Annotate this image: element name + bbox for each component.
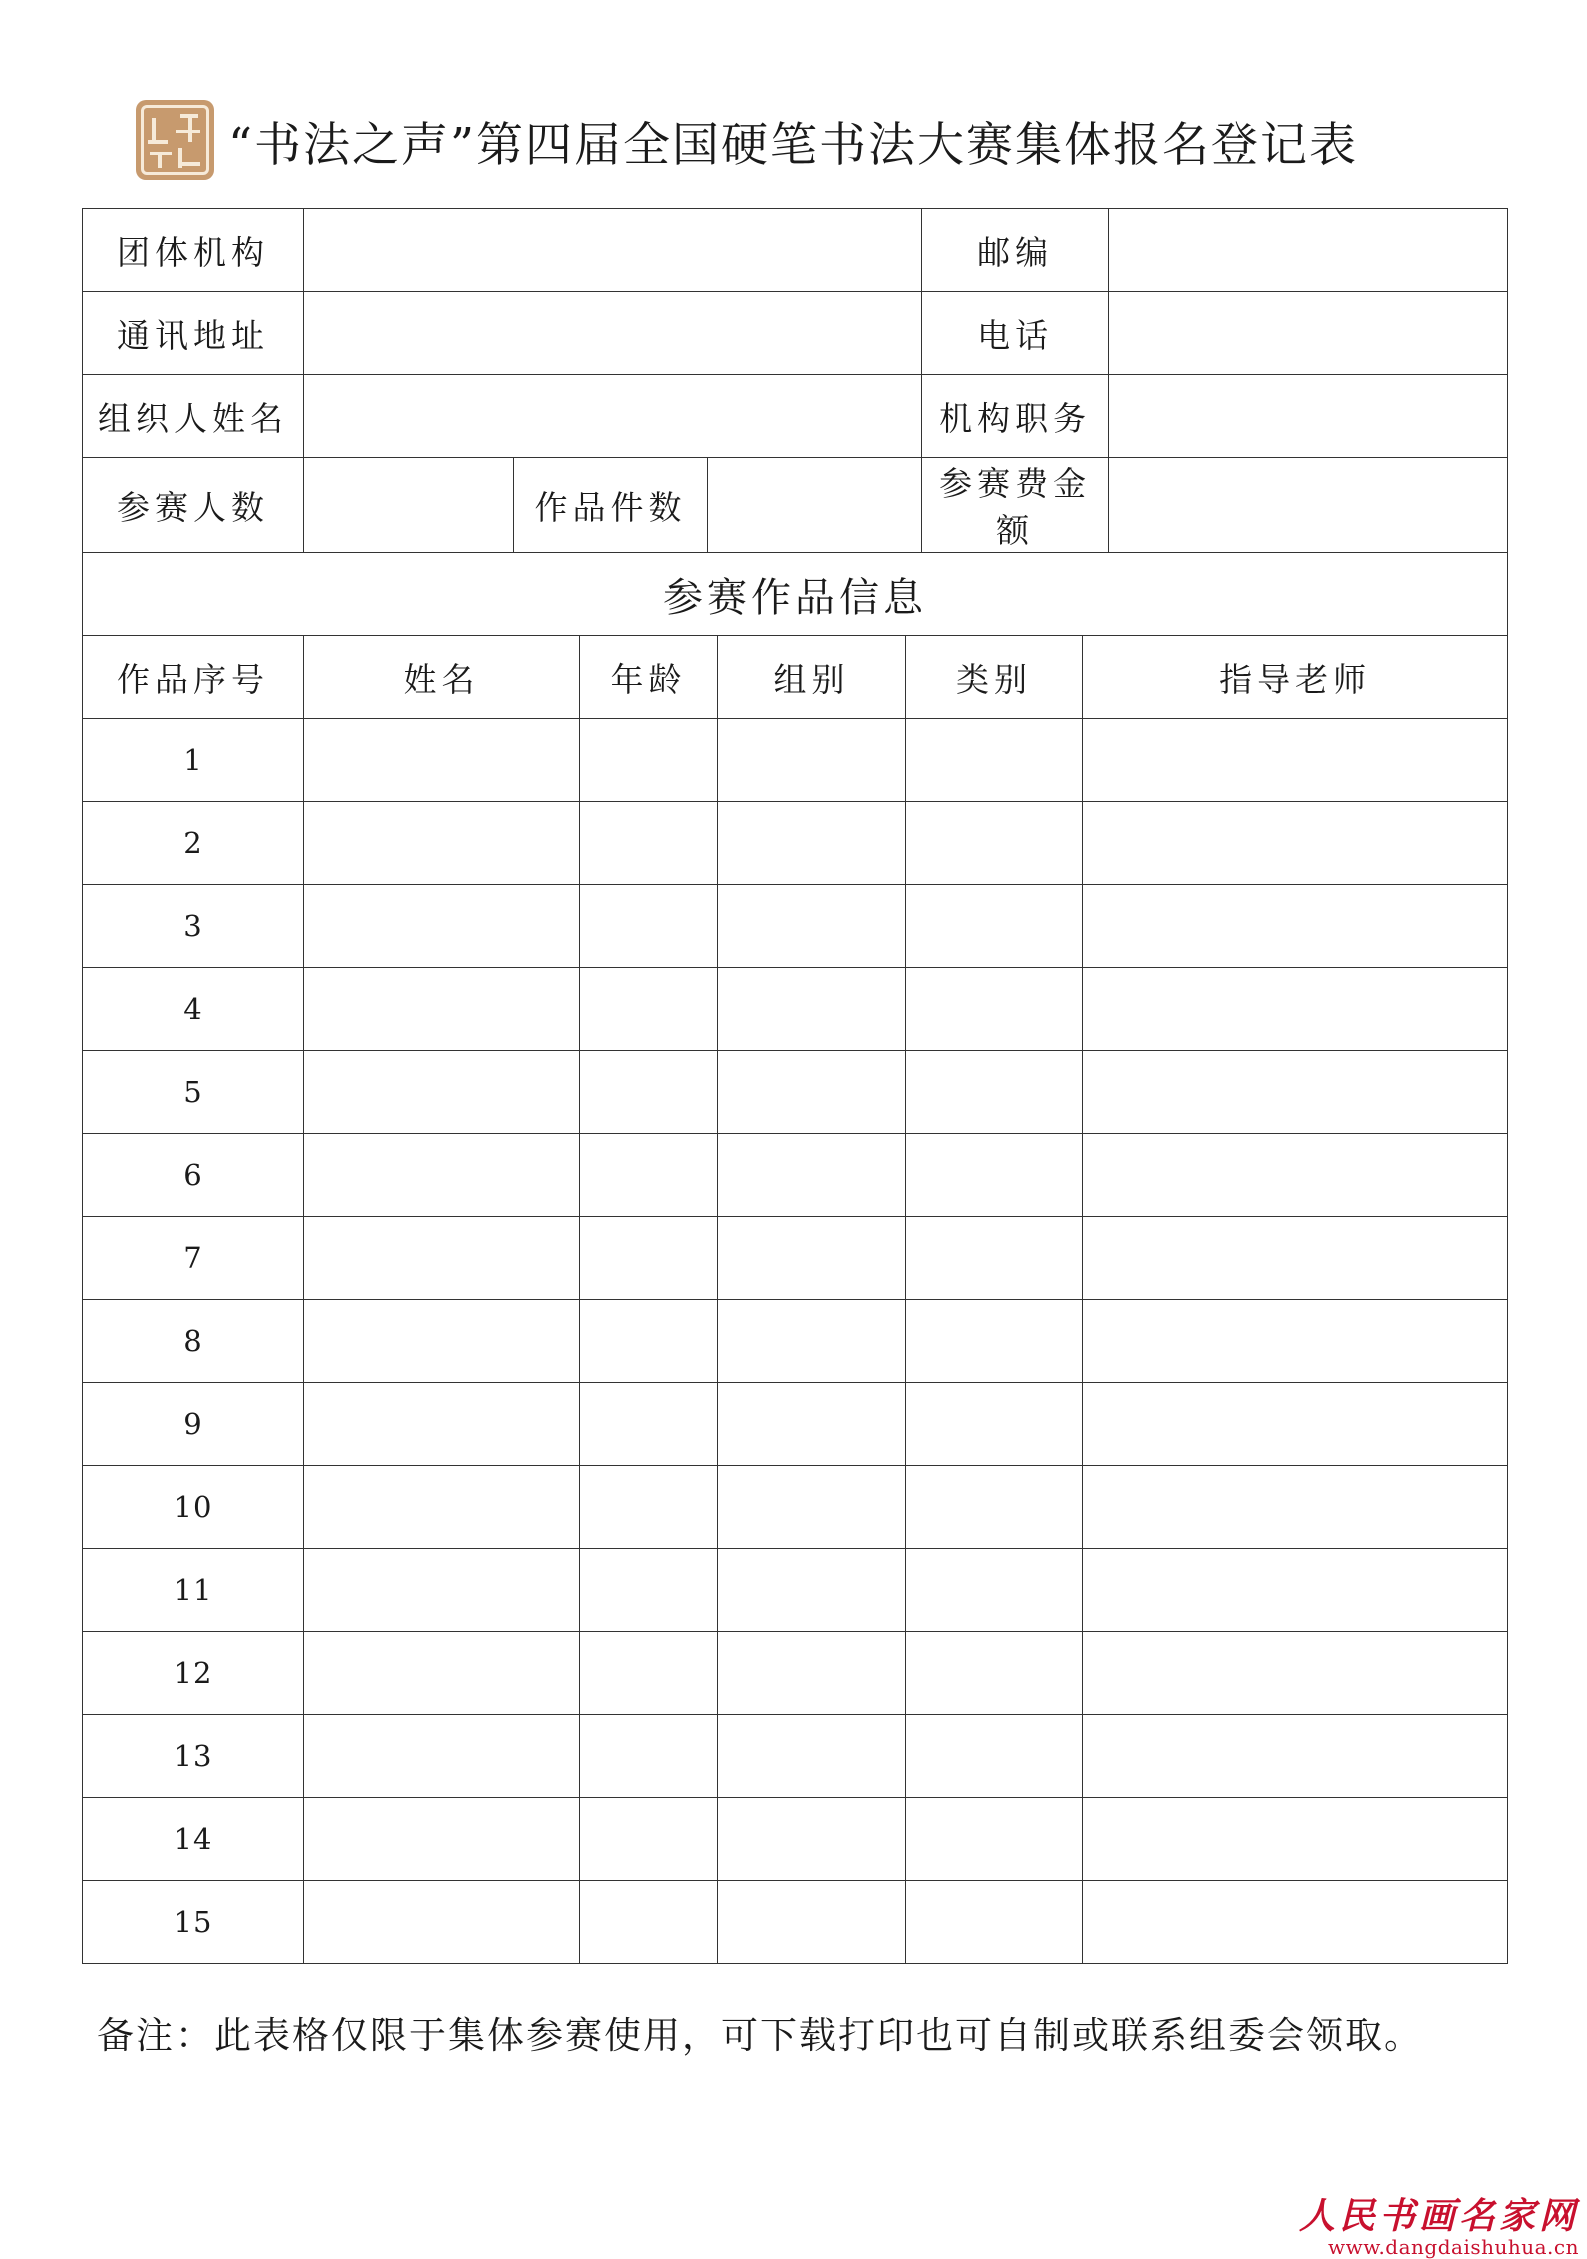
work-number: 10 <box>83 1466 304 1549</box>
work-teacher-field[interactable] <box>1083 1881 1508 1964</box>
work-age-field[interactable] <box>580 1715 718 1798</box>
work-row <box>83 885 1508 968</box>
work-age-field[interactable] <box>580 1134 718 1217</box>
work-row <box>83 1798 1508 1881</box>
work-row <box>83 1051 1508 1134</box>
work-number: 1 <box>83 719 304 802</box>
phone-label: 电话 <box>922 292 1109 375</box>
position-label: 机构职务 <box>922 375 1109 458</box>
work-number: 9 <box>83 1383 304 1466</box>
watermark-name: 人民书画名家网 <box>1298 2195 1579 2237</box>
work-teacher-field[interactable] <box>1083 1217 1508 1300</box>
work-group-field[interactable] <box>718 1300 906 1383</box>
work-row <box>83 719 1508 802</box>
work-category-field[interactable] <box>906 1881 1083 1964</box>
work-teacher-field[interactable] <box>1083 968 1508 1051</box>
work-group-field[interactable] <box>718 1798 906 1881</box>
work-group-field[interactable] <box>718 719 906 802</box>
work-number: 3 <box>83 885 304 968</box>
work-teacher-field[interactable] <box>1083 1300 1508 1383</box>
work-category-field[interactable] <box>906 1798 1083 1881</box>
work-category-field[interactable] <box>906 1134 1083 1217</box>
work-row <box>83 1217 1508 1300</box>
work-row <box>83 1466 1508 1549</box>
counts-row <box>83 458 1508 553</box>
work-teacher-field[interactable] <box>1083 1134 1508 1217</box>
work-name-field[interactable] <box>304 1217 580 1300</box>
watermark <box>1299 2188 1579 2259</box>
work-group-field[interactable] <box>718 1466 906 1549</box>
zip-field[interactable] <box>1109 209 1508 292</box>
work-teacher-field[interactable] <box>1083 719 1508 802</box>
work-group-field[interactable] <box>718 1051 906 1134</box>
work-teacher-field[interactable] <box>1083 802 1508 885</box>
work-teacher-field[interactable] <box>1083 1715 1508 1798</box>
work-category-field[interactable] <box>906 1383 1083 1466</box>
work-age-field[interactable] <box>580 1466 718 1549</box>
work-row <box>83 1549 1508 1632</box>
footnote: 备注：此表格仅限于集体参赛使用，可下载打印也可自制或联系组委会领取。 <box>97 2014 1423 2057</box>
participants-label: 参赛人数 <box>83 458 304 553</box>
work-age-field[interactable] <box>580 1549 718 1632</box>
fee-field[interactable] <box>1109 458 1508 553</box>
watermark-url: www.dangdaishuhua.cn <box>1327 2235 1579 2259</box>
work-age-field[interactable] <box>580 1383 718 1466</box>
work-number: 6 <box>83 1134 304 1217</box>
work-teacher-field[interactable] <box>1083 1383 1508 1466</box>
work-name-field[interactable] <box>304 1549 580 1632</box>
work-group-field[interactable] <box>718 885 906 968</box>
work-teacher-field[interactable] <box>1083 1632 1508 1715</box>
address-label: 通讯地址 <box>83 292 304 375</box>
works-rows <box>83 719 1508 1964</box>
work-name-field[interactable] <box>304 1466 580 1549</box>
work-number: 14 <box>83 1798 304 1881</box>
work-group-field[interactable] <box>718 968 906 1051</box>
work-age-field[interactable] <box>580 1051 718 1134</box>
work-group-field[interactable] <box>718 1549 906 1632</box>
work-number: 8 <box>83 1300 304 1383</box>
work-number: 11 <box>83 1549 304 1632</box>
work-number: 15 <box>83 1881 304 1964</box>
work-group-field[interactable] <box>718 1632 906 1715</box>
work-group-field[interactable] <box>718 1881 906 1964</box>
work-number: 12 <box>83 1632 304 1715</box>
work-category-field[interactable] <box>906 1549 1083 1632</box>
work-number: 5 <box>83 1051 304 1134</box>
org-label: 团体机构 <box>83 209 304 292</box>
zip-label: 邮编 <box>922 209 1109 292</box>
work-name-field[interactable] <box>304 719 580 802</box>
col-header-name: 姓名 <box>304 636 580 719</box>
work-category-field[interactable] <box>906 1632 1083 1715</box>
participants-field[interactable] <box>304 458 514 553</box>
work-category-field[interactable] <box>906 719 1083 802</box>
work-category-field[interactable] <box>906 1715 1083 1798</box>
header <box>136 100 1476 184</box>
work-name-field[interactable] <box>304 968 580 1051</box>
work-age-field[interactable] <box>580 885 718 968</box>
work-number: 7 <box>83 1217 304 1300</box>
work-name-field[interactable] <box>304 1715 580 1798</box>
work-row <box>83 1300 1508 1383</box>
work-age-field[interactable] <box>580 968 718 1051</box>
work-age-field[interactable] <box>580 1798 718 1881</box>
work-number: 2 <box>83 802 304 885</box>
work-group-field[interactable] <box>718 1715 906 1798</box>
work-name-field[interactable] <box>304 1300 580 1383</box>
org-field[interactable] <box>304 209 922 292</box>
work-name-field[interactable] <box>304 802 580 885</box>
work-teacher-field[interactable] <box>1083 1798 1508 1881</box>
work-teacher-field[interactable] <box>1083 885 1508 968</box>
work-name-field[interactable] <box>304 1134 580 1217</box>
works-section-title: 参赛作品信息 <box>83 553 1508 636</box>
work-category-field[interactable] <box>906 1217 1083 1300</box>
works-count-label: 作品件数 <box>514 458 708 553</box>
work-row <box>83 1715 1508 1798</box>
work-name-field[interactable] <box>304 1051 580 1134</box>
phone-field[interactable] <box>1109 292 1508 375</box>
work-row <box>83 1881 1508 1964</box>
work-number: 13 <box>83 1715 304 1798</box>
work-group-field[interactable] <box>718 1134 906 1217</box>
organizer-field[interactable] <box>304 375 922 458</box>
organizer-row <box>83 375 1508 458</box>
work-row <box>83 968 1508 1051</box>
section-row <box>83 553 1508 636</box>
work-category-field[interactable] <box>906 885 1083 968</box>
work-age-field[interactable] <box>580 1300 718 1383</box>
works-count-field[interactable] <box>708 458 922 553</box>
work-age-field[interactable] <box>580 719 718 802</box>
work-category-field[interactable] <box>906 968 1083 1051</box>
work-age-field[interactable] <box>580 1217 718 1300</box>
work-teacher-field[interactable] <box>1083 1051 1508 1134</box>
work-name-field[interactable] <box>304 1798 580 1881</box>
work-number: 4 <box>83 968 304 1051</box>
page-title: “书法之声”第四届全国硬笔书法大赛集体报名登记表 <box>228 118 1359 173</box>
work-teacher-field[interactable] <box>1083 1549 1508 1632</box>
address-field[interactable] <box>304 292 922 375</box>
work-group-field[interactable] <box>718 1217 906 1300</box>
col-header-teacher: 指导老师 <box>1083 636 1508 719</box>
work-row <box>83 802 1508 885</box>
org-row <box>83 209 1508 292</box>
fee-label: 参赛费金额 <box>922 458 1109 553</box>
work-name-field[interactable] <box>304 885 580 968</box>
col-header-category: 类别 <box>906 636 1083 719</box>
position-field[interactable] <box>1109 375 1508 458</box>
col-header-group: 组别 <box>718 636 906 719</box>
address-row <box>83 292 1508 375</box>
work-row <box>83 1134 1508 1217</box>
work-category-field[interactable] <box>906 1051 1083 1134</box>
work-teacher-field[interactable] <box>1083 1466 1508 1549</box>
work-category-field[interactable] <box>906 802 1083 885</box>
work-age-field[interactable] <box>580 1881 718 1964</box>
work-name-field[interactable] <box>304 1383 580 1466</box>
work-row <box>83 1632 1508 1715</box>
work-name-field[interactable] <box>304 1632 580 1715</box>
col-header-age: 年龄 <box>580 636 718 719</box>
seal-logo <box>136 100 214 180</box>
work-row <box>83 1383 1508 1466</box>
organizer-label: 组织人姓名 <box>83 375 304 458</box>
works-header-row <box>83 636 1508 719</box>
work-category-field[interactable] <box>906 1466 1083 1549</box>
work-age-field[interactable] <box>580 1632 718 1715</box>
work-name-field[interactable] <box>304 1881 580 1964</box>
work-age-field[interactable] <box>580 802 718 885</box>
col-header-number: 作品序号 <box>83 636 304 719</box>
work-category-field[interactable] <box>906 1300 1083 1383</box>
work-group-field[interactable] <box>718 802 906 885</box>
registration-table <box>82 208 1508 1964</box>
work-group-field[interactable] <box>718 1383 906 1466</box>
